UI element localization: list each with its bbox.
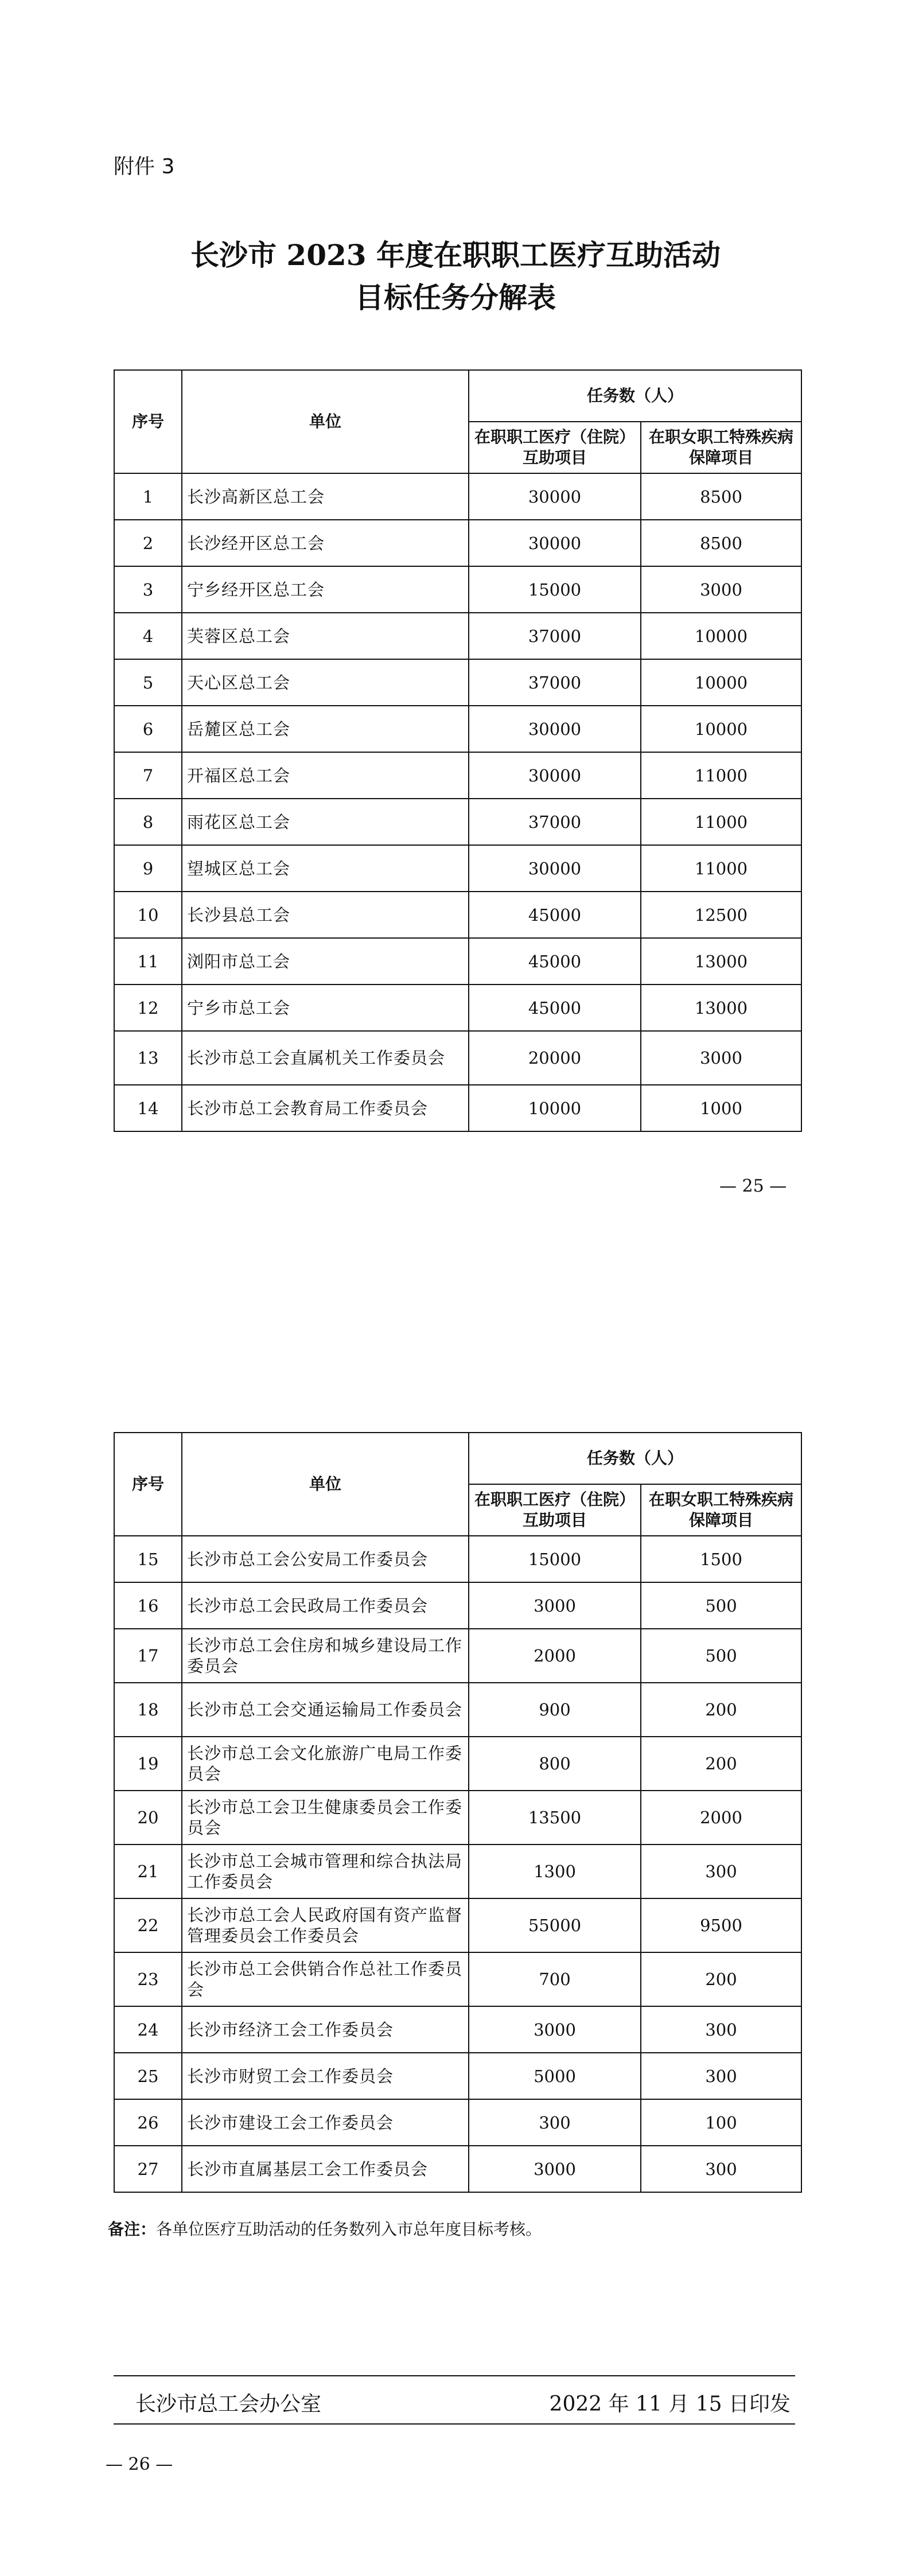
table-row [114, 1629, 801, 1683]
row-female-count: 1000 [641, 1085, 801, 1131]
table-row [114, 1683, 801, 1737]
table-row [114, 520, 801, 566]
row-unit: 长沙高新区总工会 [182, 473, 469, 520]
row-number: 3 [114, 566, 182, 613]
row-medical-count: 800 [469, 1737, 641, 1791]
note-text: 各单位医疗互助活动的任务数列入市总年度目标考核。 [156, 2220, 542, 2239]
row-number: 8 [114, 799, 182, 845]
row-medical-count: 37000 [469, 659, 641, 706]
row-unit: 浏阳市总工会 [182, 938, 469, 985]
row-female-count: 3000 [641, 1031, 801, 1085]
table-row [114, 1791, 801, 1845]
table-row [114, 938, 801, 985]
row-medical-count: 15000 [469, 566, 641, 613]
task-table-page-26 [114, 1432, 802, 2193]
row-medical-count: 37000 [469, 613, 641, 659]
header-medical: 在职职工医疗（住院）互助项目 [469, 1484, 641, 1536]
attachment-label: 附件 3 [114, 155, 175, 178]
row-number: 4 [114, 613, 182, 659]
row-unit: 长沙市总工会民政局工作委员会 [182, 1582, 469, 1629]
row-number: 1 [114, 473, 182, 520]
row-unit: 长沙市总工会公安局工作委员会 [182, 1536, 469, 1582]
footer-issue-date: 2022 年 11 月 15 日印发 [549, 2392, 791, 2416]
row-unit: 望城区总工会 [182, 845, 469, 892]
row-unit: 宁乡经开区总工会 [182, 566, 469, 613]
row-unit: 长沙市总工会卫生健康委员会工作委员会 [182, 1791, 469, 1845]
row-female-count: 200 [641, 1683, 801, 1737]
header-unit: 单位 [182, 370, 469, 473]
row-medical-count: 30000 [469, 520, 641, 566]
row-unit: 芙蓉区总工会 [182, 613, 469, 659]
row-medical-count: 30000 [469, 845, 641, 892]
row-female-count: 300 [641, 2146, 801, 2192]
row-female-count: 3000 [641, 566, 801, 613]
row-number: 16 [114, 1582, 182, 1629]
table-row [114, 1845, 801, 1898]
row-medical-count: 30000 [469, 752, 641, 799]
row-unit: 雨花区总工会 [182, 799, 469, 845]
row-unit: 长沙市经济工会工作委员会 [182, 2006, 469, 2053]
row-medical-count: 1300 [469, 1845, 641, 1898]
row-unit: 长沙市总工会直属机关工作委员会 [182, 1031, 469, 1085]
row-female-count: 10000 [641, 659, 801, 706]
row-number: 13 [114, 1031, 182, 1085]
row-medical-count: 20000 [469, 1031, 641, 1085]
footer-issuing-office: 长沙市总工会办公室 [135, 2392, 322, 2416]
table-row [114, 799, 801, 845]
row-female-count: 13000 [641, 985, 801, 1031]
row-number: 11 [114, 938, 182, 985]
row-number: 27 [114, 2146, 182, 2192]
row-number: 21 [114, 1845, 182, 1898]
table-row [114, 2053, 801, 2099]
page-number-26: — 26 — [106, 2454, 173, 2474]
row-female-count: 500 [641, 1582, 801, 1629]
row-female-count: 500 [641, 1629, 801, 1683]
row-female-count: 8500 [641, 473, 801, 520]
row-female-count: 1500 [641, 1536, 801, 1582]
row-female-count: 11000 [641, 845, 801, 892]
row-medical-count: 10000 [469, 1085, 641, 1131]
row-medical-count: 900 [469, 1683, 641, 1737]
note-label: 备注： [108, 2220, 157, 2239]
row-unit: 长沙经开区总工会 [182, 520, 469, 566]
row-unit: 长沙市总工会住房和城乡建设局工作委员会 [182, 1629, 469, 1683]
row-female-count: 200 [641, 1952, 801, 2006]
row-number: 19 [114, 1737, 182, 1791]
row-medical-count: 3000 [469, 2006, 641, 2053]
row-medical-count: 13500 [469, 1791, 641, 1845]
document-title-line1: 长沙市 2023 年度在职职工医疗互助活动 [190, 238, 721, 272]
row-unit: 长沙市建设工会工作委员会 [182, 2099, 469, 2146]
row-number: 24 [114, 2006, 182, 2053]
header-medical: 在职职工医疗（住院）互助项目 [469, 422, 641, 473]
row-unit: 长沙市总工会人民政府国有资产监督管理委员会工作委员会 [182, 1898, 469, 1952]
table-row [114, 1582, 801, 1629]
table-row [114, 706, 801, 752]
row-medical-count: 5000 [469, 2053, 641, 2099]
row-unit: 长沙市总工会城市管理和综合执法局工作委员会 [182, 1845, 469, 1898]
row-female-count: 11000 [641, 752, 801, 799]
table-row [114, 1085, 801, 1131]
row-number: 22 [114, 1898, 182, 1952]
table-row [114, 1536, 801, 1582]
header-female: 在职女职工特殊疾病保障项目 [641, 1484, 801, 1536]
row-female-count: 9500 [641, 1898, 801, 1952]
table-row [114, 1031, 801, 1085]
row-medical-count: 3000 [469, 2146, 641, 2192]
row-female-count: 11000 [641, 799, 801, 845]
table-row [114, 1952, 801, 2006]
table-row [114, 613, 801, 659]
row-number: 10 [114, 892, 182, 938]
row-unit: 长沙市财贸工会工作委员会 [182, 2053, 469, 2099]
row-female-count: 300 [641, 2006, 801, 2053]
row-unit: 长沙市总工会教育局工作委员会 [182, 1085, 469, 1131]
table-row [114, 1898, 801, 1952]
header-female: 在职女职工特殊疾病保障项目 [641, 422, 801, 473]
row-medical-count: 30000 [469, 706, 641, 752]
table-row [114, 566, 801, 613]
row-number: 9 [114, 845, 182, 892]
row-number: 14 [114, 1085, 182, 1131]
row-female-count: 12500 [641, 892, 801, 938]
row-number: 18 [114, 1683, 182, 1737]
row-unit: 长沙县总工会 [182, 892, 469, 938]
row-unit: 开福区总工会 [182, 752, 469, 799]
row-female-count: 300 [641, 2053, 801, 2099]
row-female-count: 100 [641, 2099, 801, 2146]
row-unit: 长沙市总工会文化旅游广电局工作委员会 [182, 1737, 469, 1791]
row-number: 26 [114, 2099, 182, 2146]
row-unit: 岳麓区总工会 [182, 706, 469, 752]
row-medical-count: 700 [469, 1952, 641, 2006]
table-row [114, 2099, 801, 2146]
row-unit: 长沙市总工会交通运输局工作委员会 [182, 1683, 469, 1737]
row-number: 2 [114, 520, 182, 566]
row-female-count: 10000 [641, 706, 801, 752]
row-medical-count: 37000 [469, 799, 641, 845]
row-unit: 长沙市总工会供销合作总社工作委员会 [182, 1952, 469, 2006]
row-female-count: 13000 [641, 938, 801, 985]
row-medical-count: 15000 [469, 1536, 641, 1582]
task-table-page-25 [114, 369, 802, 1132]
row-unit: 宁乡市总工会 [182, 985, 469, 1031]
header-no: 序号 [114, 1433, 182, 1536]
row-number: 20 [114, 1791, 182, 1845]
row-female-count: 8500 [641, 520, 801, 566]
table-row [114, 985, 801, 1031]
table-row [114, 752, 801, 799]
table-row [114, 845, 801, 892]
row-number: 15 [114, 1536, 182, 1582]
row-medical-count: 300 [469, 2099, 641, 2146]
row-number: 12 [114, 985, 182, 1031]
row-number: 23 [114, 1952, 182, 2006]
row-medical-count: 45000 [469, 985, 641, 1031]
row-number: 6 [114, 706, 182, 752]
row-unit: 天心区总工会 [182, 659, 469, 706]
row-female-count: 200 [641, 1737, 801, 1791]
table-row [114, 1737, 801, 1791]
row-number: 17 [114, 1629, 182, 1683]
row-number: 5 [114, 659, 182, 706]
row-female-count: 10000 [641, 613, 801, 659]
footer-top-rule [114, 2375, 795, 2376]
row-medical-count: 3000 [469, 1582, 641, 1629]
row-medical-count: 30000 [469, 473, 641, 520]
row-number: 7 [114, 752, 182, 799]
row-medical-count: 45000 [469, 892, 641, 938]
table-row [114, 892, 801, 938]
row-medical-count: 2000 [469, 1629, 641, 1683]
page-number-25: — 25 — [719, 1176, 787, 1196]
header-task-count: 任务数（人） [469, 1433, 801, 1484]
table-row [114, 2006, 801, 2053]
table-note [108, 2217, 542, 2240]
row-number: 25 [114, 2053, 182, 2099]
row-unit: 长沙市直属基层工会工作委员会 [182, 2146, 469, 2192]
row-female-count: 300 [641, 1845, 801, 1898]
header-unit: 单位 [182, 1433, 469, 1536]
header-no: 序号 [114, 370, 182, 473]
header-task-count: 任务数（人） [469, 370, 801, 422]
table-row [114, 659, 801, 706]
document-title-line2: 目标任务分解表 [355, 281, 556, 314]
row-medical-count: 55000 [469, 1898, 641, 1952]
footer-bottom-rule [114, 2423, 795, 2425]
row-medical-count: 45000 [469, 938, 641, 985]
row-female-count: 2000 [641, 1791, 801, 1845]
table-row [114, 2146, 801, 2192]
table-row [114, 473, 801, 520]
